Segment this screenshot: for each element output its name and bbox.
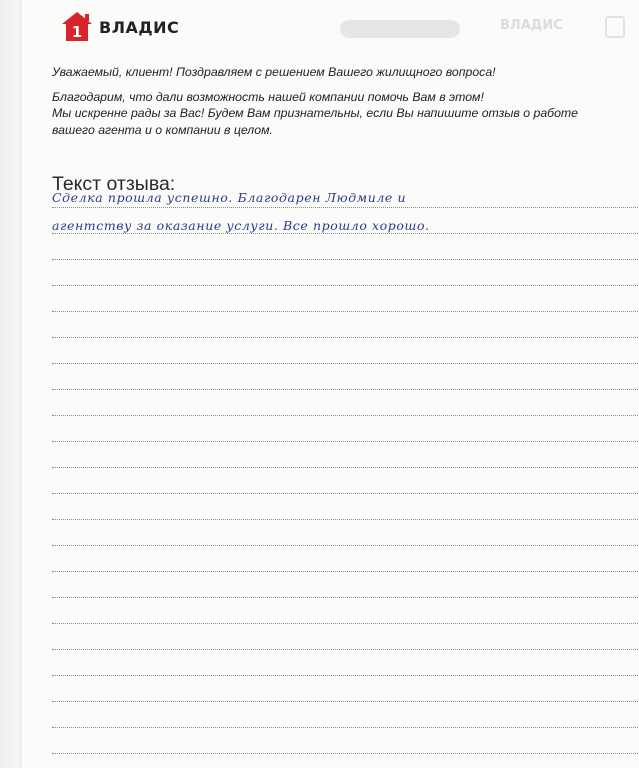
ruled-line <box>52 285 638 286</box>
intro-text <box>52 64 612 138</box>
paper-edge <box>0 0 22 768</box>
ruled-line <box>52 441 638 442</box>
ruled-line <box>52 415 638 416</box>
intro-line-2: Мы искренне рады за Вас! Будем Вам признательны, если Вы напишите отзыв о работе <box>52 106 579 120</box>
ruled-line <box>52 259 638 260</box>
house-icon <box>60 10 94 44</box>
greeting-text: Уважаемый, клиент! Поздравляем с решением Вашего жилищного вопроса! <box>52 65 496 79</box>
review-label: Текст отзыва: <box>52 173 176 195</box>
ruled-line <box>52 389 638 390</box>
ruled-line <box>52 207 638 208</box>
ruled-line <box>52 701 638 702</box>
ruled-line <box>52 571 638 572</box>
ruled-line <box>52 311 638 312</box>
ruled-line <box>52 337 638 338</box>
ruled-line <box>52 545 638 546</box>
brand-logo <box>60 10 179 44</box>
ruled-line <box>52 649 638 650</box>
ruled-line <box>52 467 638 468</box>
ruled-line <box>52 493 638 494</box>
brand-name: ВЛАДИС <box>99 17 180 37</box>
ruled-line <box>52 233 638 234</box>
intro-line-3: вашего агента и о компании в целом. <box>52 122 273 137</box>
handwritten-line-1: Сделка прошла успешно. Благодарен Людмиле и <box>52 190 407 205</box>
ruled-line <box>52 675 638 676</box>
intro-line-1: Благодарим, что дали возможность нашей компании помочь Вам в этом! <box>52 89 484 104</box>
ruled-line <box>52 753 638 754</box>
ruled-line <box>52 597 638 598</box>
logo-digit: 1 <box>71 23 83 41</box>
handwritten-line-2: агентству за оказание услуги. Все прошло хорошо. <box>52 218 430 233</box>
ruled-line <box>52 519 638 520</box>
ruled-line <box>52 363 638 364</box>
ruled-line <box>52 727 638 728</box>
ruled-line <box>52 623 638 624</box>
